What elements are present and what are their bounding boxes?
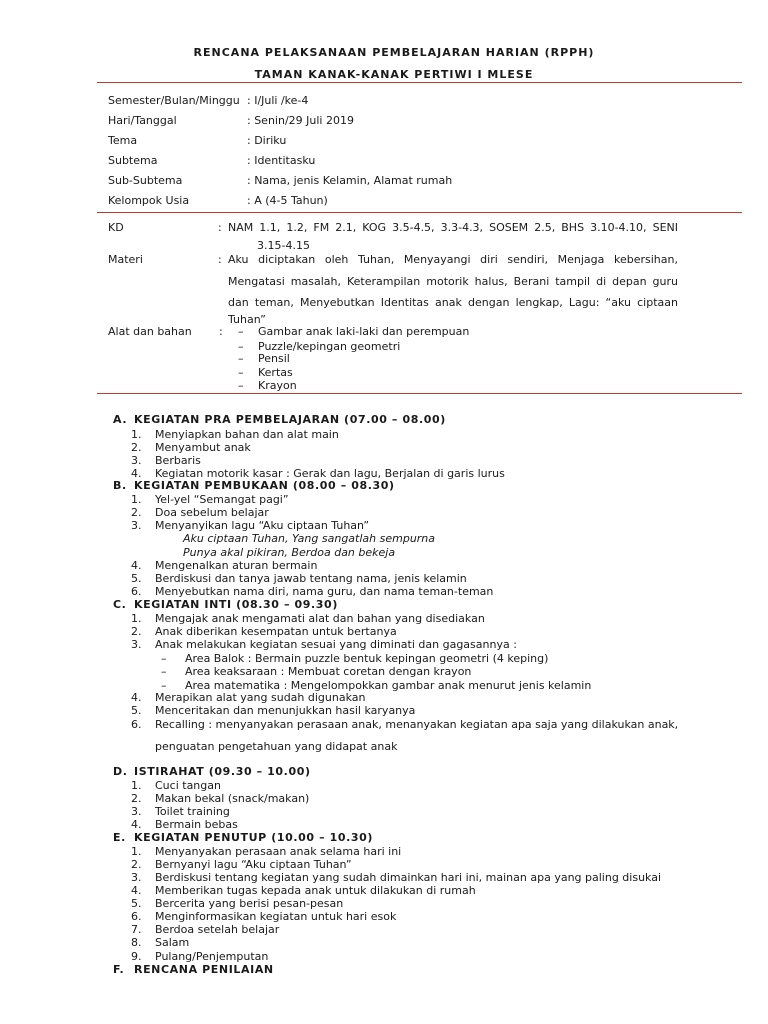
alat-item-text: Krayon [258, 379, 297, 392]
item-text: Berbaris [155, 454, 201, 467]
materi-line: Tuhan” [228, 313, 266, 326]
item-number: 7. [131, 923, 142, 936]
list-item [131, 910, 396, 923]
item-number: 1. [131, 612, 142, 625]
list-item [131, 625, 397, 638]
materi-colon: : [218, 253, 222, 266]
item-number: 2. [131, 858, 142, 871]
item-number: 1. [131, 428, 142, 441]
section-title: ISTIRAHAT (09.30 – 10.00) [134, 765, 311, 778]
song-lyric: Aku ciptaan Tuhan, Yang sangatlah sempurna [183, 532, 436, 545]
dash-glyph: – [161, 679, 167, 692]
list-item [131, 704, 415, 717]
section-title: KEGIATAN INTI (08.30 – 09.30) [134, 598, 338, 611]
item-text: Menyanyakan perasaan anak selama hari ini [155, 845, 402, 858]
info-label: Sub-Subtema [108, 174, 183, 187]
list-item [131, 559, 317, 572]
section-title: KEGIATAN PRA PEMBELAJARAN (07.00 – 08.00) [134, 413, 446, 426]
item-text: Berdiskusi tentang kegiatan yang sudah dimainkan hari ini, mainan apa yang paling disukai [155, 871, 662, 884]
item-number: 6. [131, 910, 142, 923]
section-title: KEGIATAN PENUTUP (10.00 – 10.30) [134, 831, 374, 844]
list-item [131, 691, 365, 704]
alat-label: Alat dan bahan [108, 325, 192, 338]
section-heading [113, 765, 311, 778]
item-text: Salam [155, 936, 190, 949]
section-letter: E. [113, 831, 126, 844]
alat-colon: : [219, 325, 223, 338]
list-item [131, 493, 289, 506]
item-text: Bermain bebas [155, 818, 238, 831]
list-item [131, 950, 268, 963]
item-text: Bercerita yang berisi pesan-pesan [155, 897, 344, 910]
dash-glyph: – [238, 379, 244, 392]
list-item [131, 454, 201, 467]
item-text: Menceritakan dan menunjukkan hasil karyanya [155, 704, 416, 717]
item-number: 6. [131, 718, 142, 731]
item-text: Menyanyikan lagu “Aku ciptaan Tuhan” [155, 519, 370, 532]
item-number: 9. [131, 950, 142, 963]
section-heading [113, 598, 338, 611]
kd-colon: : [218, 221, 222, 234]
sub-item-text: Area keaksaraan : Membuat coretan dengan krayon [185, 665, 472, 678]
materi-line: Mengatasi masalah, Keterampilan motorik halus, Berani tampil di depan guru [228, 275, 678, 288]
item-number: 5. [131, 897, 142, 910]
list-item [131, 897, 343, 910]
item-text: Memberikan tugas kepada anak untuk dilakukan di rumah [155, 884, 476, 897]
info-label: Semester/Bulan/Minggu [108, 94, 240, 107]
sub-item [161, 652, 548, 665]
alat-item [238, 325, 469, 338]
section-heading [113, 831, 373, 844]
item-text: Kegiatan motorik kasar : Gerak dan lagu, Berjalan di garis lurus [155, 467, 505, 480]
item-text: Berdiskusi dan tanya jawab tentang nama, jenis kelamin [155, 572, 467, 585]
alat-item-text: Kertas [258, 366, 293, 379]
alat-item-text: Pensil [258, 352, 290, 365]
list-item [131, 818, 238, 831]
list-item [131, 923, 279, 936]
item-number: 6. [131, 585, 142, 598]
item-number: 5. [131, 704, 142, 717]
list-item [131, 884, 476, 897]
song-lyric: Punya akal pikiran, Berdoa dan bekeja [183, 546, 396, 559]
item-number: 3. [131, 638, 142, 651]
info-value: : Identitasku [247, 154, 316, 167]
list-item-continuation: penguatan pengetahuan yang didapat anak [155, 740, 398, 753]
list-item [131, 585, 493, 598]
item-number: 1. [131, 779, 142, 792]
item-text: Recalling : menyanyakan perasaan anak, menanyakan kegiatan apa saja yang dilakukan anak, [155, 718, 679, 731]
item-number: 1. [131, 845, 142, 858]
list-item [131, 792, 309, 805]
alat-item [238, 352, 290, 365]
section-heading [113, 479, 395, 492]
alat-item-text: Puzzle/kepingan geometri [258, 340, 401, 353]
dash-glyph: – [161, 652, 167, 665]
header-divider [97, 82, 742, 83]
list-item [131, 506, 269, 519]
item-number: 3. [131, 871, 142, 884]
alat-item-text: Gambar anak laki-laki dan perempuan [258, 325, 470, 338]
item-text: Menyambut anak [155, 441, 251, 454]
item-text: Doa sebelum belajar [155, 506, 269, 519]
info-label: Subtema [108, 154, 158, 167]
item-text: Berdoa setelah belajar [155, 923, 280, 936]
section-letter: D. [113, 765, 128, 778]
sub-item [161, 665, 471, 678]
document-title: RENCANA PELAKSANAAN PEMBELAJARAN HARIAN (RPPH) [193, 46, 595, 59]
info-value: : Nama, jenis Kelamin, Alamat rumah [247, 174, 453, 187]
section-heading [113, 963, 274, 976]
dash-glyph: – [238, 325, 244, 338]
info-value: : A (4-5 Tahun) [247, 194, 328, 207]
sub-item-text: Area Balok : Bermain puzzle bentuk kepingan geometri (4 keping) [185, 652, 549, 665]
item-number: 3. [131, 805, 142, 818]
list-item [131, 805, 230, 818]
materi-label: Materi [108, 253, 143, 266]
item-number: 4. [131, 818, 142, 831]
item-text: Menginformasikan kegiatan untuk hari esok [155, 910, 397, 923]
section-letter: C. [113, 598, 127, 611]
item-number: 3. [131, 519, 142, 532]
item-text: Merapikan alat yang sudah digunakan [155, 691, 366, 704]
item-text: Menyiapkan bahan dan alat main [155, 428, 339, 441]
item-text: Yel-yel “Semangat pagi” [155, 493, 289, 506]
section-letter: B. [113, 479, 127, 492]
item-number: 2. [131, 625, 142, 638]
materi-line: dan teman, Menyebutkan Identitas anak dengan lengkap, Lagu: “aku ciptaan [228, 296, 678, 309]
kd-line: 3.15-4.15 [257, 239, 310, 252]
item-text: Makan bekal (snack/makan) [155, 792, 310, 805]
list-item [131, 779, 221, 792]
section-title: RENCANA PENILAIAN [134, 963, 274, 976]
item-number: 2. [131, 506, 142, 519]
section-letter: A. [113, 413, 128, 426]
info-value: : Senin/29 Juli 2019 [247, 114, 354, 127]
item-number: 3. [131, 454, 142, 467]
info-divider [97, 212, 742, 213]
item-number: 2. [131, 792, 142, 805]
list-item [131, 428, 339, 441]
dash-glyph: – [238, 352, 244, 365]
info-value: : I/Juli /ke-4 [247, 94, 309, 107]
alat-item [238, 379, 297, 392]
item-number: 8. [131, 936, 142, 949]
item-text: Toilet training [155, 805, 230, 818]
list-item [131, 845, 401, 858]
list-item [131, 519, 369, 532]
list-item [131, 871, 661, 884]
section-heading [113, 413, 446, 426]
info-label: Hari/Tanggal [108, 114, 177, 127]
list-item [131, 936, 189, 949]
item-number: 2. [131, 441, 142, 454]
dash-glyph: – [161, 665, 167, 678]
kd-line: NAM 1.1, 1.2, FM 2.1, KOG 3.5-4.5, 3.3-4.3, SOSEM 2.5, BHS 3.10-4.10, SENI [228, 221, 678, 234]
info-label: Tema [108, 134, 138, 147]
item-text: Pulang/Penjemputan [155, 950, 269, 963]
item-text: Bernyanyi lagu “Aku ciptaan Tuhan” [155, 858, 352, 871]
item-number: 4. [131, 691, 142, 704]
list-item [131, 612, 485, 625]
item-number: 1. [131, 493, 142, 506]
material-divider [97, 393, 742, 394]
item-text: Mengenalkan aturan bermain [155, 559, 318, 572]
info-label: Kelompok Usia [108, 194, 190, 207]
materi-line: Aku diciptakan oleh Tuhan, Menyayangi diri sendiri, Menjaga kebersihan, [228, 253, 678, 266]
item-number: 4. [131, 884, 142, 897]
dash-glyph: – [238, 366, 244, 379]
list-item [131, 858, 352, 871]
list-item [131, 572, 467, 585]
dash-glyph: – [238, 340, 244, 353]
school-name: TAMAN KANAK-KANAK PERTIWI I MLESE [254, 68, 534, 81]
item-number: 4. [131, 559, 142, 572]
alat-item [238, 366, 293, 379]
info-value: : Diriku [247, 134, 287, 147]
item-text: Anak diberikan kesempatan untuk bertanya [155, 625, 397, 638]
item-text: Mengajak anak mengamati alat dan bahan yang disediakan [155, 612, 485, 625]
item-number: 4. [131, 467, 142, 480]
list-item [131, 718, 678, 731]
list-item [131, 441, 251, 454]
item-text: Anak melakukan kegiatan sesuai yang diminati dan gagasannya : [155, 638, 517, 651]
section-letter: F. [113, 963, 125, 976]
kd-label: KD [108, 221, 124, 234]
list-item [131, 638, 517, 651]
item-text: Menyebutkan nama diri, nama guru, dan nama teman-teman [155, 585, 494, 598]
item-number: 5. [131, 572, 142, 585]
section-title: KEGIATAN PEMBUKAAN (08.00 – 08.30) [134, 479, 395, 492]
sub-item-text: Area matematika : Mengelompokkan gambar anak menurut jenis kelamin [185, 679, 592, 692]
item-text: Cuci tangan [155, 779, 221, 792]
